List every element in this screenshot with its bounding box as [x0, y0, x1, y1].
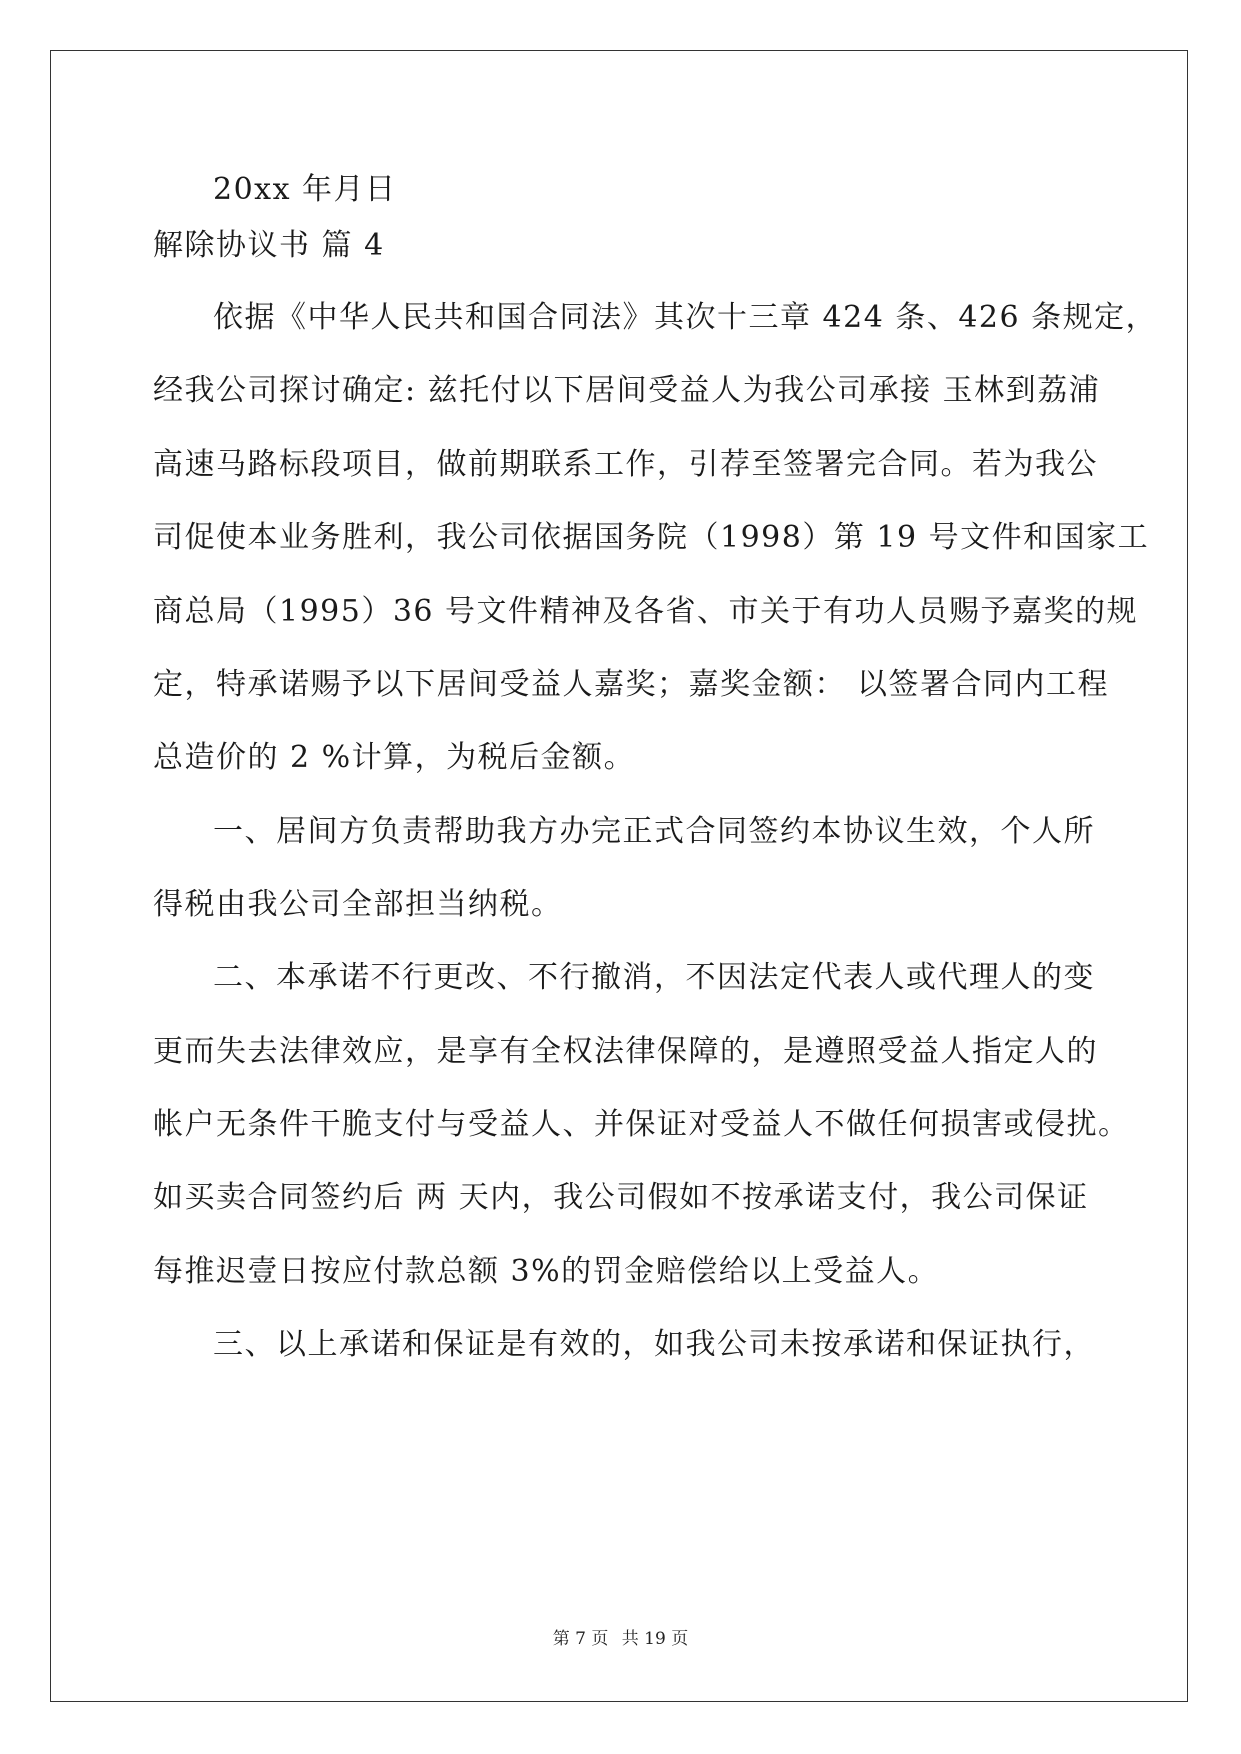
- paragraph-line: 得税由我公司全部担当纳税。: [153, 887, 563, 922]
- paragraph-line: 总造价的 2 %计算，为税后金额。: [153, 740, 636, 775]
- paragraph-line: 依据《中华人民共和国合同法》其次十三章 424 条、426 条规定，: [213, 300, 1158, 335]
- paragraph-line: 司促使本业务胜利，我公司依据国务院（1998）第 19 号文件和国家工: [153, 520, 1150, 555]
- paragraph-line: 如买卖合同签约后 两 天内，我公司假如不按承诺支付，我公司保证: [153, 1180, 1089, 1215]
- paragraph-line: 高速马路标段项目，做前期联系工作，引荐至签署完合同。若为我公: [153, 447, 1098, 482]
- paragraph-line: 更而失去法律效应，是享有全权法律保障的，是遵照受益人指定人的: [153, 1034, 1098, 1069]
- paragraph-line: 帐户无条件干脆支付与受益人、并保证对受益人不做任何损害或侵扰。: [153, 1107, 1130, 1142]
- paragraph-line: 每推迟壹日按应付款总额 3%的罚金赔偿给以上受益人。: [153, 1254, 940, 1289]
- page-footer: [0, 1628, 1241, 1650]
- paragraph-line: 三、以上承诺和保证是有效的，如我公司未按承诺和保证执行，: [213, 1327, 1095, 1362]
- paragraph-line: 定，特承诺赐予以下居间受益人嘉奖；嘉奖金额： 以签署合同内工程: [153, 667, 1110, 702]
- paragraph-line: 经我公司探讨确定: 兹托付以下居间受益人为我公司承接 玉林到荔浦: [153, 373, 1101, 408]
- page-total: 共 19 页: [621, 1629, 689, 1649]
- paragraph-line: 一、居间方负责帮助我方办完正式合同签约本协议生效，个人所: [213, 814, 1095, 849]
- section-heading: 解除协议书 篇 4: [153, 228, 385, 263]
- page-number: 第 7 页: [552, 1629, 609, 1649]
- date-line: 20xx 年月日: [213, 172, 397, 207]
- paragraph-line: 商总局（1995）36 号文件精神及各省、市关于有功人员赐予嘉奖的规: [153, 594, 1139, 629]
- paragraph-line: 二、本承诺不行更改、不行撤消，不因法定代表人或代理人的变: [213, 960, 1095, 995]
